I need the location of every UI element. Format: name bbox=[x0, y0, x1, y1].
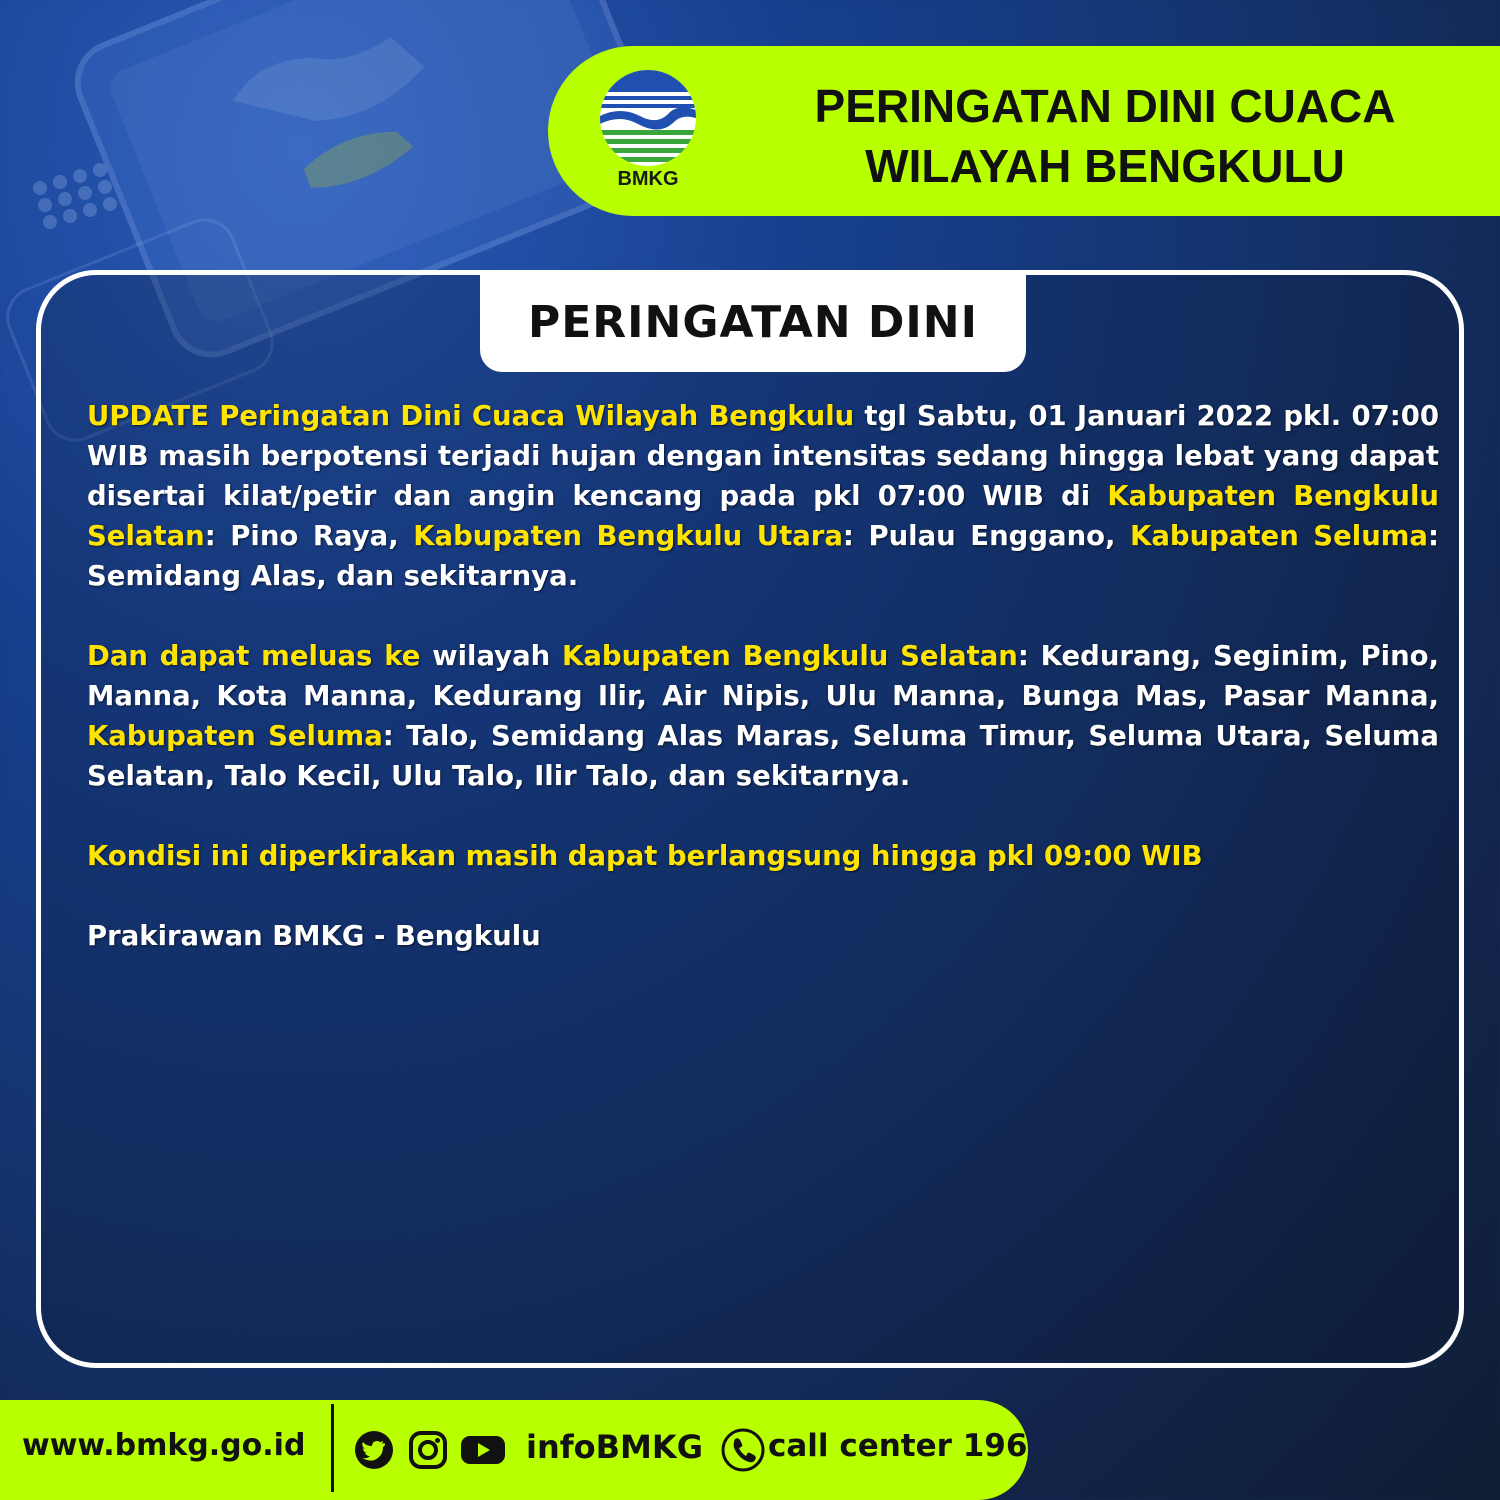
text-segment: wilayah bbox=[420, 640, 563, 672]
text-segment: : Talo, Semidang Alas Maras, Seluma Timur, Seluma Utara, Seluma Selatan, Talo Kecil, Ulu Talo, Ilir Talo, dan sekitarnya. bbox=[87, 720, 1439, 792]
region-name: Kabupaten Seluma bbox=[1130, 520, 1428, 552]
phone-icon bbox=[721, 1428, 765, 1472]
region-name: Kabupaten Bengkulu Selatan bbox=[87, 480, 1439, 552]
region-name: Kabupaten Seluma bbox=[87, 720, 383, 752]
footer-divider bbox=[331, 1404, 334, 1492]
text-segment: : Semidang Alas, dan sekitarnya. bbox=[87, 520, 1439, 592]
condition-duration: Kondisi ini diperkirakan masih dapat berlangsung hingga pkl 09:00 WIB bbox=[87, 840, 1203, 872]
text-segment: : Pino Raya, bbox=[204, 520, 414, 552]
text-segment: tgl Sabtu, 01 Januari 2022 pkl. 07:00 WIB masih berpotensi terjadi hujan dengan intensitas sedang hingga lebat yang dapat disertai kilat/petir dan angin kencang pada pkl 07:00 WIB di bbox=[87, 400, 1439, 512]
youtube-icon[interactable] bbox=[460, 1430, 506, 1470]
bmkg-logo-text: BMKG bbox=[617, 168, 679, 190]
website-link[interactable]: www.bmkg.go.id bbox=[22, 1428, 306, 1463]
header-title-line1: PERINGATAN DINI CUACA bbox=[814, 80, 1396, 132]
text-segment: : Kedurang, Seginim, Pino, Manna, Kota Manna, Kedurang Ilir, Air Nipis, Ulu Manna, Bunga Mas, Pasar Manna, bbox=[87, 640, 1439, 712]
warning-paragraph-2 bbox=[87, 636, 1439, 796]
text-segment: : Pulau Enggano, bbox=[842, 520, 1131, 552]
forecaster-signature: Prakirawan BMKG - Bengkulu bbox=[87, 920, 541, 952]
header-title-line2: WILAYAH BENGKULU bbox=[865, 140, 1345, 192]
expansion-heading: Dan dapat meluas ke bbox=[87, 640, 421, 672]
card-title: PERINGATAN DINI bbox=[527, 296, 978, 348]
card-title-tab bbox=[480, 272, 1026, 372]
region-name: Kabupaten Bengkulu Utara bbox=[413, 520, 843, 552]
header-title bbox=[760, 76, 1450, 196]
warning-body bbox=[87, 396, 1439, 996]
warning-paragraph-1 bbox=[87, 396, 1439, 596]
update-heading: UPDATE Peringatan Dini Cuaca Wilayah Bengkulu bbox=[87, 400, 855, 432]
call-center[interactable]: call center 196 bbox=[768, 1428, 1028, 1464]
region-name: Kabupaten Bengkulu Selatan bbox=[562, 640, 1018, 672]
instagram-icon[interactable] bbox=[408, 1430, 448, 1470]
twitter-icon[interactable] bbox=[354, 1430, 394, 1470]
social-handle[interactable]: infoBMKG bbox=[526, 1428, 703, 1466]
